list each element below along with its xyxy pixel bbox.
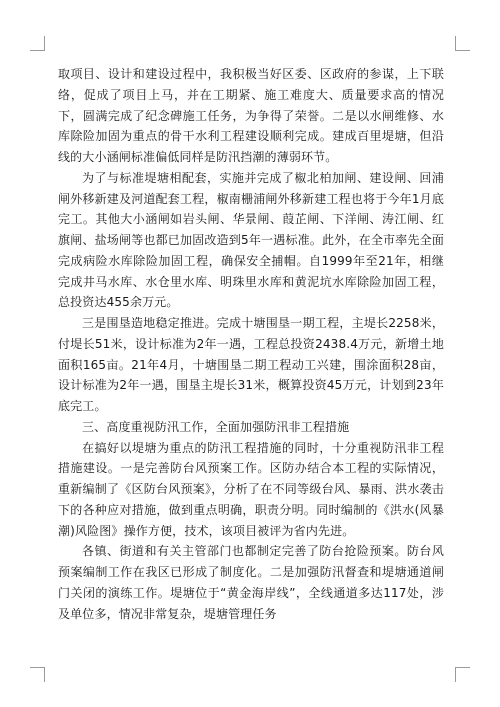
section-heading: 三、高度重视防汛工作，全面加强防汛非工程措施 [82, 419, 350, 434]
document-body [58, 64, 444, 624]
paragraph-flood-plans: 在搞好以堤塘为重点的防汛工程措施的同时，十分重视防汛非工程措施建设。一是完善防台风预案工作。区防办结合本工程的实际情况，重新编制了《区防台风预案》，分析了在不同等级台风、暴雨、洪水袭击下的各种应对措施，做到重点明确，职责分明。同时编制的《洪水(风暴潮)风险图》操作方便，技术，该项目被评为省内先进。 [58, 440, 444, 538]
crop-mark-top-left [30, 36, 45, 51]
paragraph-sluice-works: 为了与标准堤塘相配套，实施并完成了椒北柏加闸、建设闸、回浦闸外移新建及河道配套工程，椒南栅浦闸外移新建工程也将于今年1月底完工。其他大小涵闸如岩头闸、华景闸、葭芷闸、下洋闸、涛江闸、红旗闸、盐场闸等也都已加固改造到5年一遇标准。此外，在全市率先全面完成病险水库除险加固工程，确保安全捕帽。自1999年至21年，相继完成井马水库、水仓里水库、明珠里水库和黄泥坑水库除险加固工程，总投资达455余万元。 [58, 170, 444, 310]
paragraph-drills: 各镇、街道和有关主管部门也都制定完善了防台抢险预案。防台风预案编制工作在我区已形成了制度化。二是加强防汛督查和堤塘通道闸门关闭的演练工作。堤塘位于“黄金海岸线”，全线通道多达117处，涉及单位多，情况非常复杂，堤塘管理任务 [58, 544, 444, 621]
paragraph-continuation: 取项目、设计和建设过程中，我积极当好区委、区政府的参谋，上下联络，促成了项目上马，并在工期紧、施工难度大、质量要求高的情况下，圆满完成了纪念碑施工任务，为争得了荣誉。二是以水闸维修、水库除险加固为重点的骨干水利工程建设顺利完成。建成百里堤塘，但沿线的大小涵闸标准偏低同样是防汛挡潮的薄弱环节。 [58, 67, 444, 164]
crop-mark-top-right [455, 36, 470, 51]
crop-mark-bottom-right [455, 667, 470, 682]
crop-mark-bottom-left [30, 667, 45, 682]
paragraph-reclamation: 三是围垦造地稳定推进。完成十塘围垦一期工程，主堤长2258米，付堤长51米，设计标准为2年一遇，工程总投资2438.4万元，新增土地面积165亩。21年4月，十塘围垦二期工程动工兴建，围涂面积28亩，设计标准为2年一遇，围垦主堤长31米，概算投资45万元，计划到23年底完工。 [58, 316, 444, 413]
